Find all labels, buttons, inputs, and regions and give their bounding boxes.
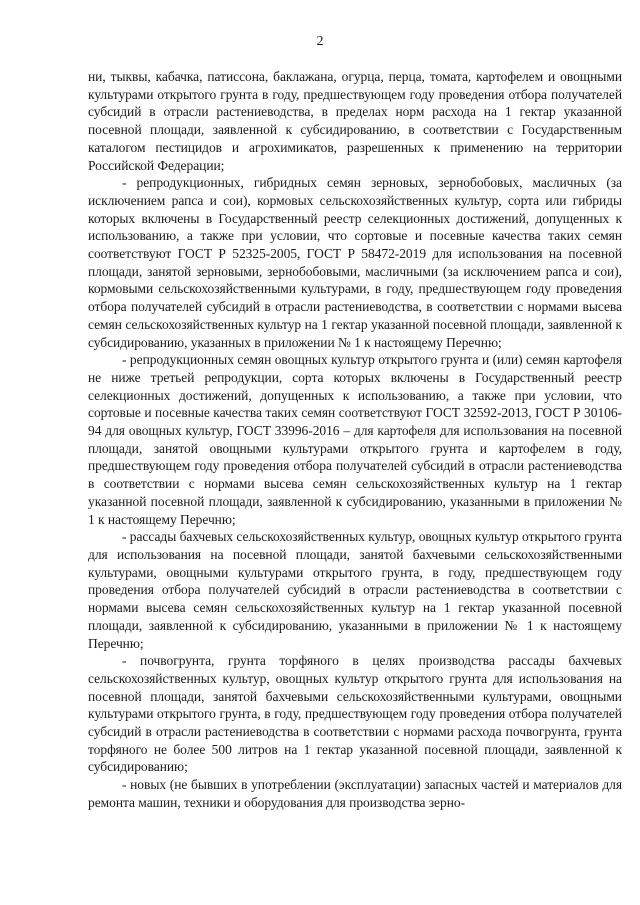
paragraph-seedlings: - рассады бахчевых сельскохозяйственных культур, овощных культур открытого грунта для использования на посевной площади, занятой бахчевыми сельскохозяйственными культурами, овощными культурами открытого грунта, в году, предшествующем году проведения отбора получателей субсидий в отрасли растениеводства в соответствии с нормами высева семян сельскохозяйственных культур на 1 гектар указанной посевной площади, заявленной к субсидированию, указанными в приложении № 1 к настоящему Перечню; <box>88 529 622 651</box>
paragraph-vegetable-potato-seeds: - репродукционных семян овощных культур открытого грунта и (или) семян картофеля не ниже третьей репродукции, сорта которых включены в Государственный реестр селекционных достижений, допущенных к использованию, а также при условии, что сортовые и посевные качества таких семян соответствуют ГОСТ 32592-2013, ГОСТ Р 30106-94 для овощных культур, ГОСТ 33996-2016 – для картофеля для использования на посевной площади, занятой овощными культурами открытого грунта и картофелем в году, предшествующем году проведения отбора получателей субсидий в отрасли растениеводства в соответствии с нормами высева семян сельскохозяйственных культур на 1 гектар указанной посевной площади, заявленной к субсидированию, указанными в приложении № 1 к настоящему Перечню; <box>88 352 622 527</box>
paragraph-grain-seeds: - репродукционных, гибридных семян зерновых, зернобобовых, масличных (за исключением рапса и сои), кормовых сельскохозяйственных культур, сорта или гибриды которых включены в Государственный реестр селекционных достижений, допущенных к использованию, а также при условии, что сортовые и посевные качества таких семян соответствуют ГОСТ Р 52325-2005, ГОСТ Р 58472-2019 для использования на посевной площади, занятой зерновыми, зернобобовыми, масличными (за исключением рапса и сои), кормовыми сельскохозяйственными культурами, в году, предшествующем году проведения отбора получателей субсидий в отрасли растениеводства, в соответствии с нормами высева семян сельскохозяйственных культур на 1 гектар указанной посевной площади, заявленной к субсидированию, указанных в приложении № 1 к настоящему Перечню; <box>88 175 622 350</box>
paragraph-spare-parts: - новых (не бывших в употреблении (эксплуатации) запасных частей и материалов для ремонта машин, техники и оборудования для производства зерно- <box>88 777 622 810</box>
paragraph-soil: - почвогрунта, грунта торфяного в целях производства рассады бахчевых сельскохозяйственных культур, овощных культур открытого грунта для использования на посевной площади, занятой бахчевыми сельскохозяйственными культурами, овощными культурами открытого грунта, в году, предшествующем году проведения отбора получателей субсидий в отрасли растениеводства в соответствии с нормами расхода почвогрунта, грунта торфяного не более 500 литров на 1 гектар указанной посевной площади, заявленной к субсидированию; <box>88 653 622 775</box>
page-number: 2 <box>316 34 324 49</box>
paragraph-continuation: ни, тыквы, кабачка, патиссона, баклажана, огурца, перца, томата, картофелем и овощными культурами открытого грунта в году, предшествующем году проведения отбора получателей субсидий в отрасли растениеводства, в пределах норм расхода на 1 гектар указанной посевной площади, заявленной к субсидированию, в соответствии с Государственным каталогом пестицидов и агрохимикатов, разрешенных к применению на территории Российской Федерации; <box>88 69 622 173</box>
document-body <box>88 68 622 812</box>
